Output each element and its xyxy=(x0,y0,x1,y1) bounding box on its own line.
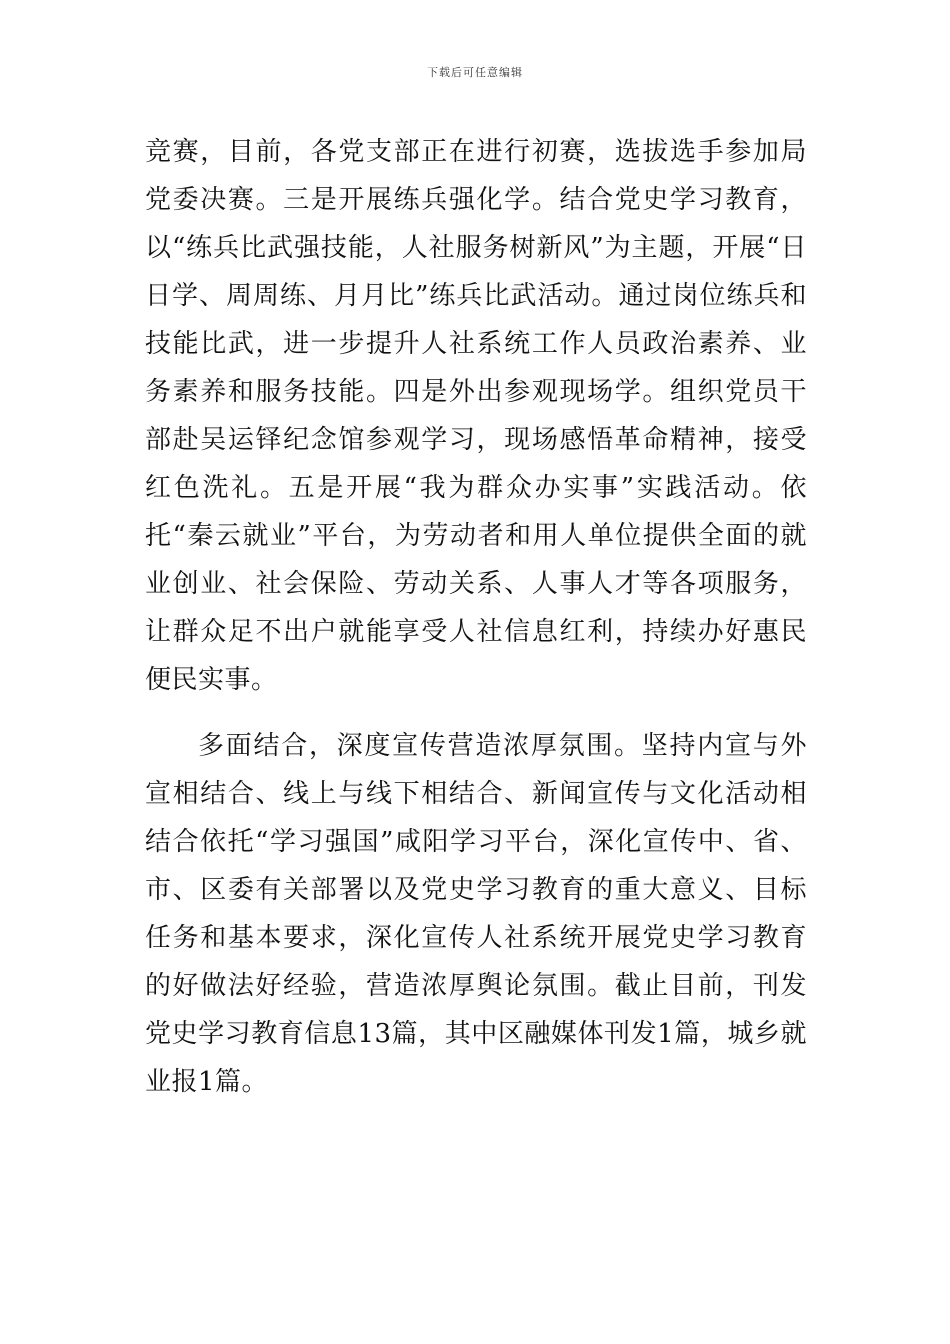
body-paragraph-2: 多面结合，深度宣传营造浓厚氛围。坚持内宣与外宣相结合、线上与线下相结合、新闻宣传与文化活动相结合依托“学习强国”咸阳学习平台，深化宣传中、省、市、区委有关部署以及党史学习教育的重大意义、目标任务和基本要求，深化宣传人社系统开展党史学习教育的好做法好经验，营造浓厚舆论氛围。截止目前，刊发党史学习教育信息13篇，其中区融媒体刊发1篇，城乡就业报1篇。 xyxy=(145,731,807,1097)
body-paragraph-1: 竞赛，目前，各党支部正在进行初赛，选拔选手参加局党委决赛。三是开展练兵强化学。结合党史学习教育，以“练兵比武强技能，人社服务树新风”为主题，开展“日日学、周周练、月月比”练兵比武活动。通过岗位练兵和技能比武，进一步提升人社系统工作人员政治素养、业务素养和服务技能。四是外出参观现场学。组织党员干部赴吴运铎纪念馆参观学习，现场感悟革命精神，接受红色洗礼。五是开展“我为群众办实事”实践活动。依托“秦云就业”平台，为劳动者和用人单位提供全面的就业创业、社会保险、劳动关系、人事人才等各项服务，让群众足不出户就能享受人社信息红利，持续办好惠民便民实事。 xyxy=(145,137,807,695)
header-note: 下载后可任意编辑 xyxy=(427,66,523,79)
